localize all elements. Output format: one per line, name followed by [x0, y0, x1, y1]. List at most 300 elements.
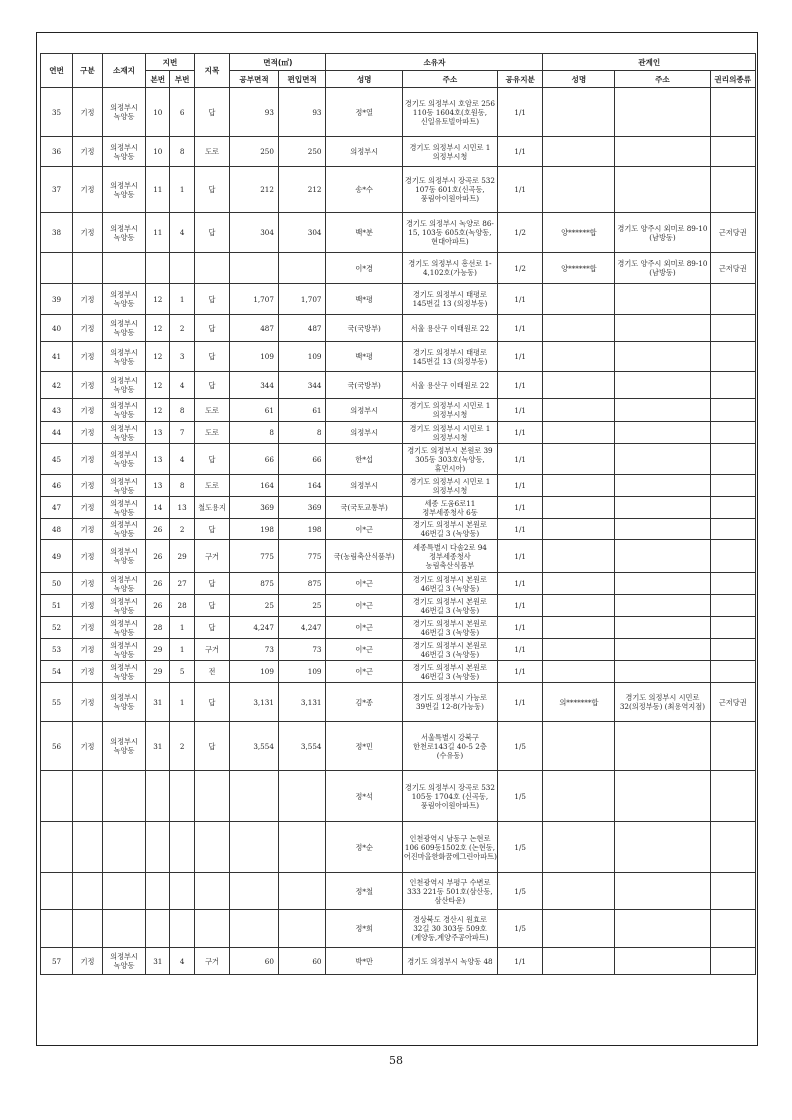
- row-share: 1/1: [498, 617, 543, 639]
- row-sub-no: 2: [170, 315, 194, 342]
- row-related-address: [615, 617, 710, 639]
- table-row: [41, 661, 756, 683]
- row-owner-address: 경기도 의정부시 시민로 1 의정부시청: [402, 475, 497, 497]
- row-share: 1/1: [498, 422, 543, 444]
- row-included-area: 8: [278, 422, 326, 444]
- row-no: 50: [41, 573, 73, 595]
- row-sub-no: 4: [170, 444, 194, 475]
- row-owner-name: 정*철: [326, 873, 402, 910]
- row-category: 답: [194, 595, 229, 617]
- row-sub-no: [170, 910, 194, 948]
- row-type: 기정: [73, 213, 103, 253]
- row-type: [73, 822, 103, 873]
- row-rights: [710, 617, 755, 639]
- row-owner-name: 이*근: [326, 617, 402, 639]
- row-location: 의정부시 녹양동: [102, 372, 145, 399]
- row-no: 47: [41, 497, 73, 519]
- row-type: [73, 253, 103, 284]
- row-sub-no: 13: [170, 497, 194, 519]
- row-sub-no: 4: [170, 948, 194, 975]
- row-main-no: 26: [146, 540, 170, 573]
- row-included-area: 61: [278, 399, 326, 422]
- row-related-name: [543, 315, 615, 342]
- row-type: 기정: [73, 475, 103, 497]
- row-share: 1/1: [498, 399, 543, 422]
- row-share: 1/1: [498, 315, 543, 342]
- row-included-area: 60: [278, 948, 326, 975]
- row-share: 1/1: [498, 540, 543, 573]
- row-main-no: 29: [146, 639, 170, 661]
- row-share: 1/1: [498, 88, 543, 137]
- row-included-area: 4,247: [278, 617, 326, 639]
- row-no: 54: [41, 661, 73, 683]
- row-type: 기정: [73, 399, 103, 422]
- row-rights: [710, 948, 755, 975]
- row-location: 의정부시 녹양동: [102, 639, 145, 661]
- header-related-name: 성명: [543, 71, 615, 88]
- row-rights: [710, 399, 755, 422]
- row-share: 1/1: [498, 519, 543, 540]
- row-owner-name: 국(국방부): [326, 372, 402, 399]
- row-no: 36: [41, 137, 73, 167]
- row-category: 전: [194, 661, 229, 683]
- row-public-area: 93: [230, 88, 279, 137]
- row-sub-no: 2: [170, 519, 194, 540]
- row-category: 답: [194, 683, 229, 722]
- row-related-name: [543, 617, 615, 639]
- row-related-name: [543, 661, 615, 683]
- row-no: 43: [41, 399, 73, 422]
- row-type: [73, 771, 103, 822]
- header-main-no: 본번: [146, 71, 170, 88]
- row-location: 의정부시 녹양동: [102, 444, 145, 475]
- table-row: [41, 617, 756, 639]
- row-included-area: [278, 771, 326, 822]
- table-row: [41, 372, 756, 399]
- row-main-no: [146, 771, 170, 822]
- row-related-address: [615, 444, 710, 475]
- row-type: 기정: [73, 595, 103, 617]
- row-location: 의정부시 녹양동: [102, 617, 145, 639]
- row-related-address: [615, 639, 710, 661]
- row-public-area: 1,707: [230, 284, 279, 315]
- row-owner-name: 한*섭: [326, 444, 402, 475]
- row-related-name: [543, 948, 615, 975]
- row-location: [102, 253, 145, 284]
- row-category: 답: [194, 444, 229, 475]
- row-public-area: [230, 771, 279, 822]
- row-related-address: [615, 540, 710, 573]
- header-included-area: 편입면적: [278, 71, 326, 88]
- row-rights: [710, 315, 755, 342]
- row-sub-no: 1: [170, 617, 194, 639]
- row-public-area: 109: [230, 342, 279, 372]
- row-share: 1/5: [498, 771, 543, 822]
- row-main-no: 13: [146, 422, 170, 444]
- row-type: 기정: [73, 497, 103, 519]
- row-sub-no: 7: [170, 422, 194, 444]
- row-category: [194, 873, 229, 910]
- header-location: 소재지: [102, 54, 145, 88]
- row-owner-name: 이*근: [326, 639, 402, 661]
- row-main-no: 13: [146, 475, 170, 497]
- row-owner-address: 경기도 의정부시 장곡로 532 105동 1704호 (신곡동,풍림아이원아파트): [402, 771, 497, 822]
- row-public-area: 487: [230, 315, 279, 342]
- row-owner-name: 이*경: [326, 253, 402, 284]
- row-share: 1/2: [498, 213, 543, 253]
- row-owner-address: 경기도 의정부시 본원로 46번길 3 (녹양동): [402, 639, 497, 661]
- row-sub-no: [170, 771, 194, 822]
- row-related-address: 경기도 양주시 외미로 89-10 (남방동): [615, 253, 710, 284]
- row-location: 의정부시 녹양동: [102, 213, 145, 253]
- row-no: 49: [41, 540, 73, 573]
- row-public-area: 164: [230, 475, 279, 497]
- row-type: [73, 910, 103, 948]
- row-location: 의정부시 녹양동: [102, 284, 145, 315]
- row-no: 42: [41, 372, 73, 399]
- row-owner-address: 서울 용산구 이태원로 22: [402, 372, 497, 399]
- header-sub-no: 부번: [170, 71, 194, 88]
- row-share: 1/1: [498, 639, 543, 661]
- table-row: [41, 213, 756, 253]
- row-main-no: 31: [146, 683, 170, 722]
- row-no: 40: [41, 315, 73, 342]
- row-main-no: 12: [146, 342, 170, 372]
- row-owner-address: 경기도 의정부시 녹양동 48: [402, 948, 497, 975]
- row-main-no: 12: [146, 284, 170, 315]
- table-row: [41, 399, 756, 422]
- row-rights: [710, 519, 755, 540]
- row-no: 41: [41, 342, 73, 372]
- row-related-address: [615, 910, 710, 948]
- row-public-area: [230, 873, 279, 910]
- row-share: 1/1: [498, 948, 543, 975]
- table-row: [41, 910, 756, 948]
- row-included-area: 212: [278, 167, 326, 213]
- row-included-area: 198: [278, 519, 326, 540]
- row-owner-address: 경기도 의정부시 본원로 39 305동 303호(녹양동,휴먼시아): [402, 444, 497, 475]
- row-no: 57: [41, 948, 73, 975]
- row-related-name: [543, 475, 615, 497]
- row-location: 의정부시 녹양동: [102, 422, 145, 444]
- row-category: 답: [194, 213, 229, 253]
- row-type: 기정: [73, 167, 103, 213]
- row-public-area: 775: [230, 540, 279, 573]
- row-location: 의정부시 녹양동: [102, 315, 145, 342]
- row-rights: [710, 573, 755, 595]
- row-public-area: 875: [230, 573, 279, 595]
- row-sub-no: 8: [170, 475, 194, 497]
- row-related-name: [543, 497, 615, 519]
- row-owner-address: 경기도 의정부시 태평로 145번길 13 (의정부동): [402, 284, 497, 315]
- row-location: [102, 822, 145, 873]
- row-sub-no: 4: [170, 213, 194, 253]
- row-location: 의정부시 녹양동: [102, 595, 145, 617]
- row-main-no: 31: [146, 948, 170, 975]
- row-related-address: [615, 873, 710, 910]
- row-location: 의정부시 녹양동: [102, 661, 145, 683]
- row-owner-address: 경기도 의정부시 녹양로 86-15, 103동 605호(녹양동,현대아파트): [402, 213, 497, 253]
- row-related-address: [615, 342, 710, 372]
- table-row: [41, 444, 756, 475]
- row-sub-no: 29: [170, 540, 194, 573]
- row-main-no: 12: [146, 315, 170, 342]
- row-sub-no: 8: [170, 399, 194, 422]
- row-rights: [710, 540, 755, 573]
- row-related-name: 의*******합: [543, 683, 615, 722]
- row-main-no: 14: [146, 497, 170, 519]
- row-sub-no: 6: [170, 88, 194, 137]
- row-location: 의정부시 녹양동: [102, 573, 145, 595]
- row-rights: [710, 475, 755, 497]
- row-included-area: 66: [278, 444, 326, 475]
- row-owner-address: 경상북도 경산시 원효로 32길 30 303동 509호(계양동,계양주공아파트): [402, 910, 497, 948]
- row-no: 55: [41, 683, 73, 722]
- row-location: [102, 873, 145, 910]
- row-category: [194, 910, 229, 948]
- row-category: [194, 771, 229, 822]
- row-public-area: 8: [230, 422, 279, 444]
- row-rights: [710, 372, 755, 399]
- row-location: 의정부시 녹양동: [102, 722, 145, 771]
- row-owner-address: 경기도 의정부시 흥선로 1-4,102호(가능동): [402, 253, 497, 284]
- row-location: 의정부시 녹양동: [102, 88, 145, 137]
- row-type: 기정: [73, 540, 103, 573]
- row-location: 의정부시 녹양동: [102, 683, 145, 722]
- row-sub-no: 1: [170, 683, 194, 722]
- row-public-area: 344: [230, 372, 279, 399]
- table-row: [41, 342, 756, 372]
- row-no: 38: [41, 213, 73, 253]
- row-sub-no: [170, 873, 194, 910]
- row-owner-address: 인천광역시 남동구 논현로 106 609동1502호 (논현동,어진마을한화꿈에그린아파트): [402, 822, 497, 873]
- row-rights: [710, 137, 755, 167]
- row-type: 기정: [73, 284, 103, 315]
- row-public-area: 250: [230, 137, 279, 167]
- row-main-no: 26: [146, 519, 170, 540]
- row-main-no: 10: [146, 88, 170, 137]
- row-related-address: [615, 137, 710, 167]
- row-rights: [710, 497, 755, 519]
- row-rights: [710, 284, 755, 315]
- row-rights: [710, 822, 755, 873]
- row-owner-name: 의정부시: [326, 137, 402, 167]
- row-related-address: [615, 595, 710, 617]
- row-no: 51: [41, 595, 73, 617]
- row-related-address: [615, 284, 710, 315]
- row-sub-no: 5: [170, 661, 194, 683]
- land-register-table: [40, 53, 756, 975]
- row-owner-address: 서울 용산구 이태원로 22: [402, 315, 497, 342]
- table-row: [41, 475, 756, 497]
- row-type: 기정: [73, 948, 103, 975]
- row-owner-address: 경기도 의정부시 본원로 46번길 3 (녹양동): [402, 617, 497, 639]
- row-location: 의정부시 녹양동: [102, 475, 145, 497]
- row-category: 답: [194, 617, 229, 639]
- row-location: 의정부시 녹양동: [102, 137, 145, 167]
- row-no: 46: [41, 475, 73, 497]
- row-type: 기정: [73, 639, 103, 661]
- table-row: [41, 822, 756, 873]
- row-category: 답: [194, 88, 229, 137]
- row-type: 기정: [73, 444, 103, 475]
- row-type: [73, 873, 103, 910]
- row-owner-name: 의정부시: [326, 475, 402, 497]
- row-related-address: [615, 399, 710, 422]
- row-share: 1/1: [498, 497, 543, 519]
- row-no: 39: [41, 284, 73, 315]
- row-related-address: 경기도 의정부시 시민로 32(의정부동) (최용역지점): [615, 683, 710, 722]
- table-row: [41, 683, 756, 722]
- row-included-area: 344: [278, 372, 326, 399]
- row-related-name: [543, 422, 615, 444]
- row-category: 구거: [194, 639, 229, 661]
- row-related-name: [543, 573, 615, 595]
- row-owner-name: 이*근: [326, 595, 402, 617]
- row-owner-name: 이*근: [326, 573, 402, 595]
- row-share: 1/1: [498, 284, 543, 315]
- row-owner-name: 국(국방부): [326, 315, 402, 342]
- row-share: 1/5: [498, 910, 543, 948]
- row-related-address: [615, 422, 710, 444]
- header-category: 지목: [194, 54, 229, 88]
- row-rights: [710, 910, 755, 948]
- page-number: 58: [389, 1054, 403, 1067]
- table-row: [41, 595, 756, 617]
- row-owner-address: 세종 도움6로11 정부세종청사 6동: [402, 497, 497, 519]
- row-owner-name: 백*평: [326, 342, 402, 372]
- row-owner-name: 이*근: [326, 661, 402, 683]
- row-share: 1/1: [498, 372, 543, 399]
- row-type: 기정: [73, 88, 103, 137]
- header-row-1: [41, 54, 756, 71]
- row-sub-no: [170, 822, 194, 873]
- row-rights: [710, 722, 755, 771]
- row-owner-name: 정*희: [326, 910, 402, 948]
- row-included-area: 93: [278, 88, 326, 137]
- row-included-area: 304: [278, 213, 326, 253]
- row-related-address: [615, 372, 710, 399]
- table-row: [41, 771, 756, 822]
- row-share: 1/5: [498, 722, 543, 771]
- row-share: 1/2: [498, 253, 543, 284]
- row-location: 의정부시 녹양동: [102, 167, 145, 213]
- row-related-name: 양******합: [543, 213, 615, 253]
- row-main-no: 12: [146, 372, 170, 399]
- row-included-area: 3,554: [278, 722, 326, 771]
- row-owner-address: 경기도 의정부시 본원로 46번길 3 (녹양동): [402, 595, 497, 617]
- row-public-area: 4,247: [230, 617, 279, 639]
- row-sub-no: 2: [170, 722, 194, 771]
- row-location: 의정부시 녹양동: [102, 497, 145, 519]
- row-sub-no: 4: [170, 372, 194, 399]
- row-related-name: [543, 722, 615, 771]
- row-category: 답: [194, 342, 229, 372]
- row-included-area: 487: [278, 315, 326, 342]
- header-jibun: 지번: [146, 54, 195, 71]
- row-rights: [710, 444, 755, 475]
- row-included-area: 3,131: [278, 683, 326, 722]
- row-owner-name: 정*열: [326, 88, 402, 137]
- row-type: 기정: [73, 617, 103, 639]
- row-location: [102, 910, 145, 948]
- row-type: 기정: [73, 422, 103, 444]
- row-rights: [710, 595, 755, 617]
- row-included-area: [278, 253, 326, 284]
- row-included-area: 369: [278, 497, 326, 519]
- row-main-no: 26: [146, 573, 170, 595]
- table-row: [41, 540, 756, 573]
- row-no: [41, 771, 73, 822]
- row-type: 기정: [73, 722, 103, 771]
- row-owner-address: 경기도 의정부시 본원로 46번길 3 (녹양동): [402, 519, 497, 540]
- row-main-no: 11: [146, 213, 170, 253]
- row-owner-name: 송*수: [326, 167, 402, 213]
- row-included-area: 109: [278, 661, 326, 683]
- row-location: 의정부시 녹양동: [102, 948, 145, 975]
- row-related-address: [615, 822, 710, 873]
- row-related-address: [615, 661, 710, 683]
- table-row: [41, 315, 756, 342]
- row-owner-name: 국(농림축산식품부): [326, 540, 402, 573]
- header-rights: 권리의종류: [710, 71, 755, 88]
- row-related-name: [543, 540, 615, 573]
- row-included-area: [278, 822, 326, 873]
- row-related-name: [543, 284, 615, 315]
- row-related-address: [615, 771, 710, 822]
- row-related-name: [543, 372, 615, 399]
- row-location: 의정부시 녹양동: [102, 399, 145, 422]
- row-no: [41, 873, 73, 910]
- row-main-no: [146, 253, 170, 284]
- row-related-address: [615, 519, 710, 540]
- row-rights: 근저당권: [710, 253, 755, 284]
- row-related-name: [543, 399, 615, 422]
- row-type: 기정: [73, 683, 103, 722]
- row-category: 답: [194, 573, 229, 595]
- row-included-area: 164: [278, 475, 326, 497]
- row-share: 1/1: [498, 137, 543, 167]
- row-category: 답: [194, 167, 229, 213]
- row-related-name: [543, 910, 615, 948]
- row-sub-no: 8: [170, 137, 194, 167]
- row-category: 철도용지: [194, 497, 229, 519]
- row-category: 답: [194, 315, 229, 342]
- row-owner-address: 경기도 의정부시 본원로 46번길 3 (녹양동): [402, 661, 497, 683]
- table-row: [41, 639, 756, 661]
- row-related-name: [543, 167, 615, 213]
- row-category: [194, 253, 229, 284]
- row-owner-name: 국(국토교통부): [326, 497, 402, 519]
- row-related-address: 경기도 양주시 외미로 89-10 (남방동): [615, 213, 710, 253]
- row-included-area: [278, 910, 326, 948]
- row-owner-name: 이*근: [326, 519, 402, 540]
- header-related: 관계인: [543, 54, 756, 71]
- row-share: 1/1: [498, 573, 543, 595]
- row-owner-name: 백*평: [326, 284, 402, 315]
- table-row: [41, 137, 756, 167]
- row-related-name: [543, 342, 615, 372]
- row-related-address: [615, 722, 710, 771]
- row-owner-address: 서울특별시 강북구 한천로143길 40-5 2층(수유동): [402, 722, 497, 771]
- row-related-name: [543, 822, 615, 873]
- header-row-2: [41, 71, 756, 88]
- header-owner-address: 주소: [402, 71, 497, 88]
- row-related-name: [543, 873, 615, 910]
- row-main-no: 11: [146, 167, 170, 213]
- row-sub-no: 1: [170, 284, 194, 315]
- header-owner: 소유자: [326, 54, 543, 71]
